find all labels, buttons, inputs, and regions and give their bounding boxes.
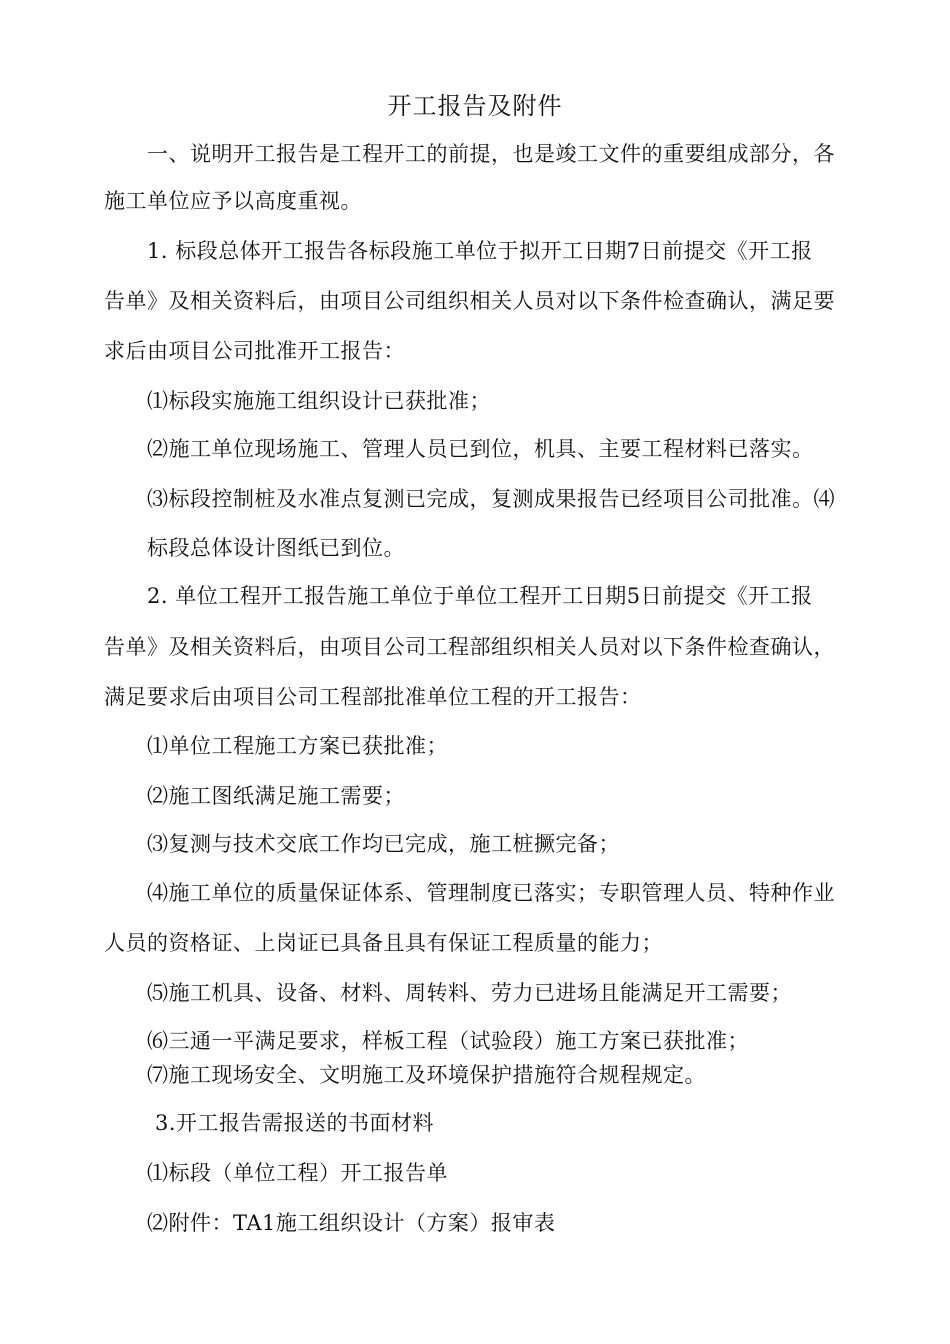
list-item: 标段总体设计图纸已到位。 [147, 536, 405, 560]
list-item: ⑶标段控制桩及水准点复测已完成，复测成果报告已经项目公司批准。⑷ [147, 487, 835, 511]
paragraph-line: 1. 标段总体开工报告各标段施工单位于拟开工日期7日前提交《开工报 [147, 239, 813, 263]
list-item: ⑵施工单位现场施工、管理人员已到位，机具、主要工程材料已落实。 [147, 437, 814, 461]
paragraph-line: 施工单位应予以高度重视。 [104, 189, 362, 213]
list-item: ⑶复测与技术交底工作均已完成，施工桩撅完备； [147, 832, 620, 856]
paragraph-line: 告单》及相关资料后，由项目公司组织相关人员对以下条件检查确认，满足要 [104, 289, 835, 313]
paragraph-line: 求后由项目公司批准开工报告： [104, 339, 405, 363]
paragraph-line: 告单》及相关资料后，由项目公司工程部组织相关人员对以下条件检查确认， [104, 635, 835, 659]
paragraph-line: 2. 单位工程开工报告施工单位于单位工程开工日期5日前提交《开工报 [147, 584, 813, 608]
list-item: ⑺施工现场安全、文明施工及环境保护措施符合规程规定。 [147, 1063, 706, 1087]
list-item: ⑴单位工程施工方案已获批准； [147, 734, 448, 758]
section-heading: 3.开工报告需报送的书面材料 [155, 1111, 435, 1135]
list-item: 人员的资格证、上岗证已具备且具有保证工程质量的能力； [104, 931, 663, 955]
list-item: ⑴标段实施施工组织设计已获批准； [147, 389, 491, 413]
list-item: ⑵附件：TA1施工组织设计（方案）报审表 [147, 1211, 556, 1235]
list-item: ⑴标段（单位工程）开工报告单 [147, 1161, 448, 1185]
list-item: ⑵施工图纸满足施工需要； [147, 784, 405, 808]
list-item: ⑸施工机具、设备、材料、周转料、劳力已进场且能满足开工需要； [147, 981, 792, 1005]
paragraph-line: 一、说明开工报告是工程开工的前提，也是竣工文件的重要组成部分，各 [147, 142, 835, 166]
list-item: ⑷施工单位的质量保证体系、管理制度已落实；专职管理人员、特种作业 [147, 881, 835, 905]
list-item: ⑹三通一平满足要求，样板工程（试验段）施工方案已获批准； [147, 1029, 749, 1053]
paragraph-line: 满足要求后由项目公司工程部批准单位工程的开工报告： [104, 685, 642, 709]
document-title: 开工报告及附件 [387, 92, 563, 120]
